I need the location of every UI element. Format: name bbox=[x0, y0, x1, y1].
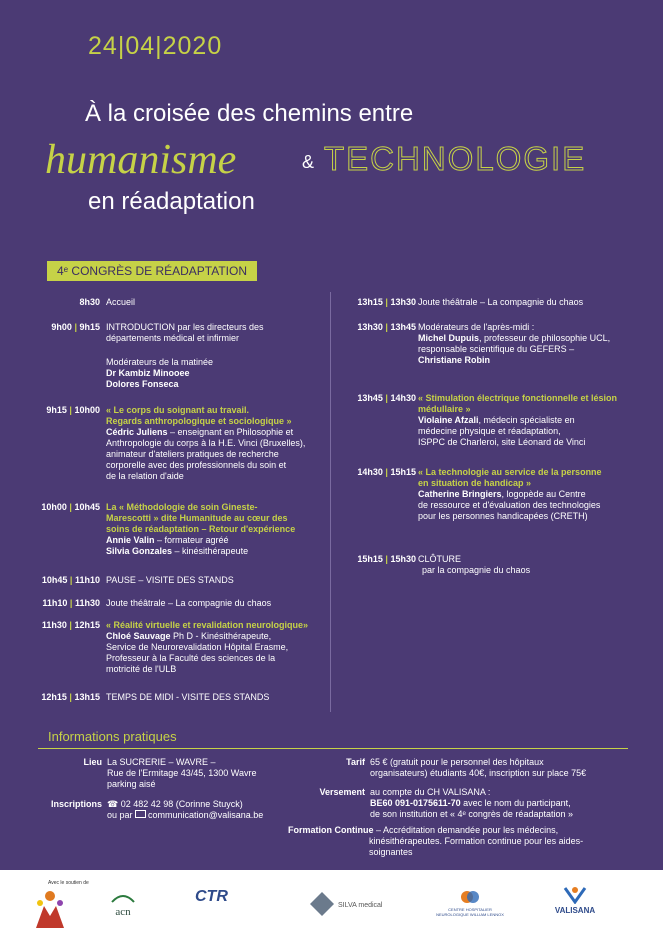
sponsor-logo-acn: acn bbox=[88, 890, 158, 918]
formation-value: Formation Continue – Accréditation demandée pour les médecins, kinésithérapeutes. Formation continue pour les aides- soignantes bbox=[288, 825, 584, 857]
sponsor-logo-people bbox=[30, 888, 70, 933]
title-ampersand: & bbox=[302, 152, 315, 172]
column-divider bbox=[330, 292, 331, 712]
versement-value: au compte du CH VALISANA : BE60 091-0175611-70 avec le nom du participant, de son institution et « 4ᵉ congrès de réadaptation » bbox=[370, 787, 573, 819]
tarif-value: 65 € (gratuit pour le personnel des hôpitaux organisateurs) étudiants 40€, inscription sur place 75€ bbox=[370, 757, 587, 778]
event-date: 24|04|2020 bbox=[88, 32, 223, 60]
date-day: 24 bbox=[88, 32, 118, 60]
sponsors-caption: Avec le soutien de bbox=[48, 880, 89, 886]
lieu-value: La SUCRERIE – WAVRE – Rue de l'Ermitage 43/45, 1300 Wavre parking aisé bbox=[107, 757, 257, 789]
inscriptions-value: ☎ 02 482 42 98 (Corinne Stuyck) ou par communication@valisana.be bbox=[107, 799, 264, 820]
inscriptions-label: Inscriptions bbox=[50, 799, 102, 809]
tarif-label: Tarif bbox=[346, 757, 365, 767]
date-year: 2020 bbox=[162, 32, 223, 60]
poster: 24|04|2020 À la croisée des chemins entre humanisme & TECHNOLOGIE en réadaptation 4ᵉ CONGRÈS DE RÉADAPTATION 8h30 Accueil 9h00 | 9h15 INTRODUCTION par les directeurs des départements médical et infirmier Modérateurs de la matinée Dr Kambiz Minooee Dolores Fonseca 9h15 | 10h00 « Le corps du soignant au travail. Regards anthropologique et sociologique » Cédric Juliens – enseignant en Philosophie et Anthropologie du corps à la H.E. Vinci (Bruxelles), animateur d'ateliers pratiques de recherche corporelle avec des professionnels du soin et de la relation d'aide 10h00 | 10h45 La « Méthodologie de soin Gineste- Marescotti » dite Humanitude au cœur des soins de réadaptation – Retour d'expérience Annie Valin – formateur agréé Silvia Gonzales – kinésithérapeute 10h45 | 11h10 PAUSE – VISITE DES STANDS 11h10 | 11h30 Joute théâtrale – La compagnie du chaos 11h30 | 12h15 « Réalité virtuelle et revalidation neurologique» Chloé Sauvage Ph D - Kinésithérapeute, Service de Neurorevalidation Hôpital Erasme, Professeur à la Faculté des sciences de la motricité de l'ULB 12h15 | 13h15 TEMPS DE MIDI - VISITE DES STANDS 13h15 | 13h30 Joute théâtrale – La compagnie du chaos 13h30 | 13h45 Modérateurs de l'après-midi : Michel Dupuis, professeur de philosophie UCL, responsable scientifique du GEFERS – Christiane Robin 13h45 | 14h30 « Stimulation électrique fonctionnelle et lésion médullaire » Violaine Afzali, médecin spécialiste en médecine physique et réadaptation, ISPPC de Charleroi, site Léonard de Vinci 14h30 | 15h15 « La technologie au service de la personne en situation de handicap » Catherine Bringiers, logopède au Centre de ressource et d'évaluation des technologies pour les personnes handicapées (CRETH) 15h15 | 15h30 CLÔTURE par la compagnie du chaos Informations pratiques Lieu La SUCRERIE – WAVRE – Rue de l'Ermitage 43/45, 1300 Wavre parking aisé Inscriptions ☎ 02 482 42 98 (Corinne Stuyck) ou par communication@valisana.be Tarif 65 € (gratuit pour le personnel des hôpitaux organisateurs) étudiants 40€, inscription sur place 75€ Versement au compte du CH VALISANA : BE60 091-0175611-70 avec le nom du participant, de son institution et « 4ᵉ congrès de réadaptation » Formation Continue – Accréditation demandée pour les médecins, kinésithérapeutes. Formation continue pour les aides- soignantes bbox=[0, 0, 663, 870]
date-month: 04 bbox=[125, 32, 156, 60]
side-imprint bbox=[650, 700, 658, 870]
title-humanisme: humanisme bbox=[45, 137, 237, 183]
sponsor-logo-lennox: CENTRE HOSPITALIER NEUROLOGIQUE WILLIAM LENNOX bbox=[435, 888, 505, 917]
envelope-icon bbox=[135, 810, 146, 818]
sponsor-logo-ctr: CTR bbox=[195, 888, 228, 905]
title-technologie: TECHNOLOGIE bbox=[324, 140, 587, 177]
title-line-3: en réadaptation bbox=[88, 188, 255, 215]
formation-label: Formation Continue bbox=[288, 825, 374, 835]
lieu-label: Lieu bbox=[83, 757, 102, 767]
title-line-1: À la croisée des chemins entre bbox=[85, 100, 414, 127]
info-divider bbox=[38, 748, 628, 749]
phone-icon: ☎ bbox=[107, 799, 119, 809]
phone-number[interactable]: 02 482 42 98 (Corinne Stuyck) bbox=[120, 799, 243, 809]
sponsor-logo-valisana: VALISANA bbox=[540, 886, 610, 915]
email-link[interactable]: communication@valisana.be bbox=[148, 810, 264, 820]
info-title: Informations pratiques bbox=[48, 729, 177, 744]
sponsors-bar: Avec le soutien de acn CTR SILVA medical CENTRE HOSPITALIER NEUROLOGIQUE WILLIAM LENNOX VALISANA bbox=[0, 870, 663, 942]
congress-badge: 4ᵉ CONGRÈS DE RÉADAPTATION bbox=[47, 261, 257, 281]
versement-label: Versement bbox=[319, 787, 365, 797]
